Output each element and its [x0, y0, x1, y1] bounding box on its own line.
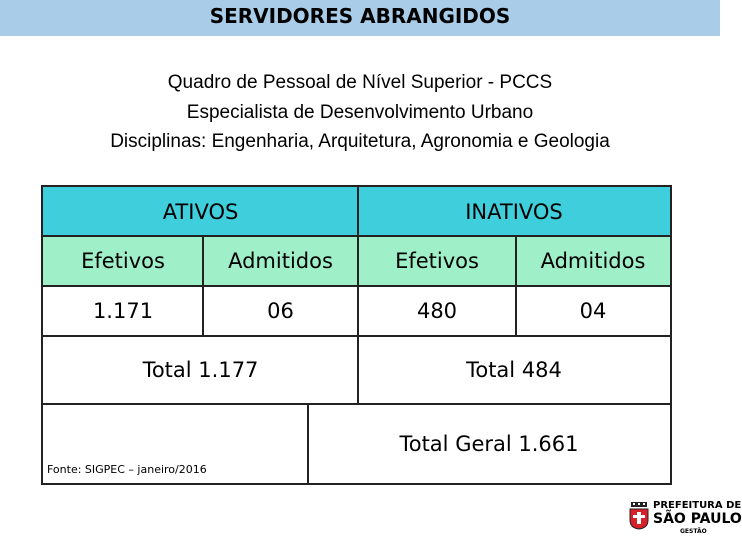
source-note: Fonte: SIGPEC – janeiro/2016: [47, 463, 207, 476]
ativos-admitidos-value: 06: [267, 299, 294, 323]
ativos-admitidos-label: Admitidos: [203, 236, 358, 286]
logo-line-3: GESTÃO: [680, 528, 707, 535]
inativos-admitidos-label: Admitidos: [516, 236, 670, 286]
servers-table: [41, 185, 672, 485]
column-divider: [307, 403, 309, 483]
inativos-header: INATIVOS: [358, 187, 670, 236]
coat-of-arms-icon: [628, 502, 650, 530]
ativos-efetivos-value: 1.171: [92, 299, 154, 323]
logo-line-1: PREFEITURA DE: [653, 500, 742, 511]
ativos-total: Total 1.177: [142, 358, 259, 382]
ativos-header: ATIVOS: [43, 187, 358, 236]
inativos-total: Total 484: [466, 358, 562, 382]
total-geral: Total Geral 1.661: [399, 431, 579, 456]
subtitle-line-2: Especialista de Desenvolvimento Urbano: [186, 102, 534, 123]
page-title: SERVIDORES ABRANGIDOS: [209, 4, 511, 28]
ativos-efetivos-label: Efetivos: [43, 236, 203, 286]
inativos-admitidos-value: 04: [579, 299, 607, 323]
column-divider: [515, 235, 517, 336]
column-divider: [357, 187, 359, 404]
subtitle-line-1: Quadro de Pessoal de Nível Superior - PCCS: [167, 72, 553, 93]
column-divider: [202, 235, 204, 336]
logo-line-2: SÃO PAULO: [653, 511, 742, 527]
inativos-efetivos-label: Efetivos: [358, 236, 516, 286]
prefeitura-logo: [628, 497, 742, 540]
subtitle-line-3: Disciplinas: Engenharia, Arquitetura, Agronomia e Geologia: [110, 131, 610, 152]
inativos-efetivos-value: 480: [416, 299, 458, 323]
